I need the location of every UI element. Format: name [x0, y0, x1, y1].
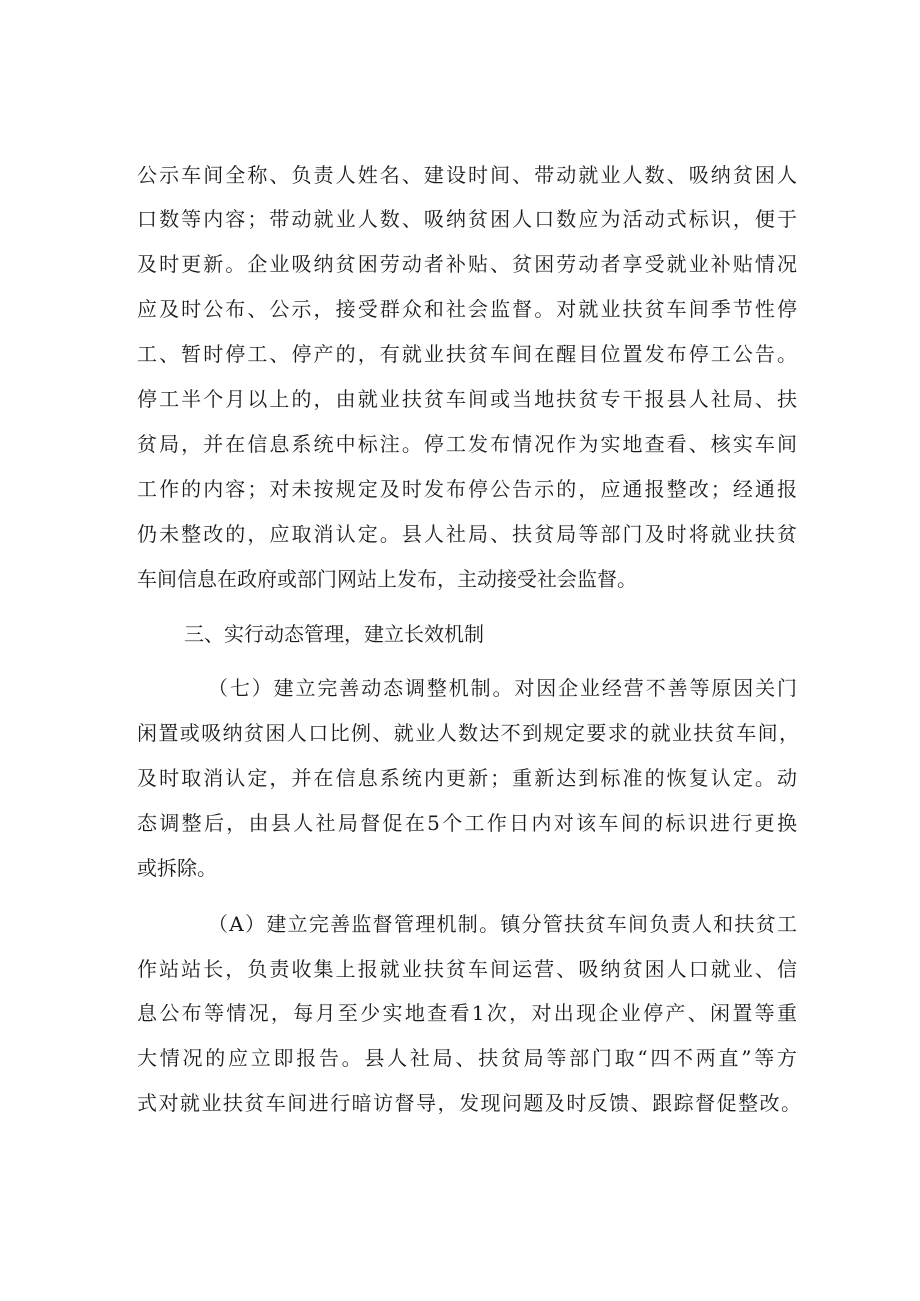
paragraph-line: 仍未整改的，应取消认定。县人社局、扶贫局等部门及时将就业扶贫: [137, 522, 797, 546]
paragraph-line: 作站站长，负责收集上报就业扶贫车间运营、吸纳贫困人口就业、信: [137, 957, 797, 981]
paragraph-line: 贫局，并在信息系统中标注。停工发布情况作为实地查看、核实车间: [137, 432, 797, 456]
paragraph-line: 工作的内容；对未按规定及时发布停公告示的，应通报整改；经通报: [137, 477, 797, 501]
paragraph-line: 及时更新。企业吸纳贫困劳动者补贴、贫困劳动者享受就业补贴情况: [137, 252, 797, 276]
paragraph-line: 及时取消认定，并在信息系统内更新；重新达到标准的恢复认定。动: [137, 766, 797, 790]
paragraph-line: 式对就业扶贫车间进行暗访督导，发现问题及时反馈、跟踪督促整改。: [137, 1091, 801, 1115]
paragraph-line: 息公布等情况，每月至少实地查看1次，对出现企业停产、闲置等重: [137, 1001, 797, 1025]
paragraph-line: 公示车间全称、负责人姓名、建设时间、带动就业人数、吸纳贫困人: [137, 163, 797, 187]
paragraph-line: 或拆除。: [137, 856, 217, 880]
paragraph-line: 应及时公布、公示，接受群众和社会监督。对就业扶贫车间季节性停: [137, 297, 797, 321]
paragraph-line: （A）建立完善监督管理机制。镇分管扶贫车间负责人和扶贫工: [208, 912, 797, 936]
paragraph-line: 态调整后，由县人社局督促在5个工作日内对该车间的标识进行更换: [137, 811, 797, 835]
paragraph-line: 车间信息在政府或部门网站上发布，主动接受社会监督。: [137, 567, 637, 591]
paragraph-line: 停工半个月以上的，由就业扶贫车间或当地扶贫专干报县人社局、扶: [137, 387, 797, 411]
paragraph-line: 大情况的应立即报告。县人社局、扶贫局等部门取“四不两直”等方: [137, 1046, 797, 1070]
paragraph-line: 口数等内容；带动就业人数、吸纳贫困人口数应为活动式标识，便于: [137, 207, 797, 231]
paragraph-line: （七）建立完善动态调整机制。对因企业经营不善等原因关门: [208, 676, 797, 700]
paragraph-line: 闲置或吸纳贫困人口比例、就业人数达不到规定要求的就业扶贫车间，: [137, 721, 799, 745]
section-heading: 三、实行动态管理，建立长效机制: [184, 622, 484, 646]
paragraph-line: 工、暂时停工、停产的，有就业扶贫车间在醒目位置发布停工公告。: [137, 342, 797, 366]
